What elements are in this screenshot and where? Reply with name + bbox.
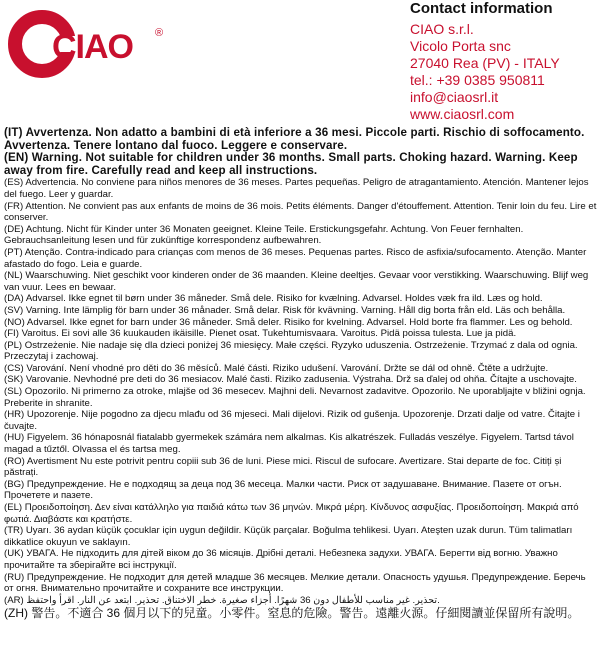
warning-da: (DA) Advarsel. Ikke egnet til børn under 36 måneder. Små dele. Risiko for kvælning. Advarsel. Holdes væk fra ild. Læs og hold. xyxy=(4,293,543,305)
email-link[interactable]: info@ciaosrl.it xyxy=(410,89,499,105)
warning-fi: (FI) Varoitus. Ei sovi alle 36 kuukauden ikäisille. Pienet osat. Tukehtumisvaara. Varoitus. Pidä poissa tulesta. Lue ja pidä. xyxy=(4,328,517,340)
warning-ar: (AR) تحذير. غير مناسب للأطفال دون 36 شهرًا. أجزاء صغيرة. خطر الاختناق. تحذير. ابتعد عن النار. اقرأ واحتفظ. xyxy=(4,594,440,606)
warning-en: (EN) Warning. Not suitable for children under 36 months. Small parts. Choking hazard. Warning. Keep away from fire. Carefully read and keep all instructions. xyxy=(4,151,578,177)
warning-sl: (SL) Opozorilo. Ni primerno za otroke, mlajše od 36 mesecev. Majhni deli. Nevarnost zadavitve. Opozorilo. Ne uporabljajte v bližini ognja. Preberite in shranite. xyxy=(4,386,586,409)
logo-registered-mark: ® xyxy=(155,27,164,39)
contact-block xyxy=(410,0,598,123)
warning-hr: (HR) Upozorenje. Nije pogodno za djecu mlađu od 36 mjeseci. Mali dijelovi. Rizik od gušenja. Upozorenje. Drzati dalje od vatre. Čitajte i čuvajte. xyxy=(4,409,580,432)
warning-nl: (NL) Waarschuwing. Niet geschikt voor kinderen onder de 36 maanden. Kleine deeltjes. Gevaar voor verstikking. Waarschuwing. Blijf weg van vuur. Lees en bewaar. xyxy=(4,270,589,293)
street-address: Vicolo Porta snc xyxy=(410,38,511,54)
warning-de: (DE) Achtung. Nicht für Kinder unter 36 Monaten geeignet. Kleine Teile. Erstickungsgefahr. Achtung. Von Feuer fernhalten. Gebrauchsanleitung lesen und für zukünftige korrespondenz aufbewahren. xyxy=(4,223,524,247)
warning-cs: (CS) Varování. Není vhodné pro děti do 36 měsíců. Malé části. Riziko udušení. Varování. Držte se dál od ohně. Čtěte a udržujte. xyxy=(4,362,549,374)
telephone: tel.: +39 0385 950811 xyxy=(410,72,545,88)
contact-title: Contact information xyxy=(410,0,553,17)
warning-hu: (HU) Figyelem. 36 hónaposnál fiatalabb gyermekek számára nem alkalmas. Kis alkatrészek. Fulladás veszélye. Figyelem. Tartsd távol magad a tűztől. Olvassa el és tartsa meg. xyxy=(4,432,574,456)
logo-text: CIAO xyxy=(52,28,133,66)
warning-no: (NO) Advarsel. Ikke egnet for barn under 36 måneder. Små deler. Risiko for kvelning. Advarsel. Hold borte fra flammer. Les og behold. xyxy=(4,316,573,328)
ciao-logo xyxy=(6,2,166,84)
warning-sv: (SV) Varning. Inte lämplig för barn under 36 månader. Små delar. Risk för kvävning. Varning. Håll dig borta från eld. Läs och behålla. xyxy=(4,304,566,316)
warning-uk: (UK) УВАГА. Не підходить для дітей віком до 36 місяців. Дрібні деталі. Небезпека задухи. УВАГА. Берегти від вогню. Уважно прочитайте та зберігайте всі інструкції. xyxy=(4,548,558,571)
warning-it: (IT) Avvertenza. Non adatto a bambini di età inferiore a 36 mesi. Piccole parti. Rischio di soffocamento. Avvertenza. Tenere lontano dal fuoco. Leggere e conservare. xyxy=(4,126,585,152)
warning-pt: (PT) Atenção. Contra-indicado para crianças com menos de 36 meses. Pequenas partes. Risco de asfixia/sufocamento. Atenção. Manter afastado do fogo. Leia e guarde. xyxy=(4,246,587,270)
warning-tr: (TR) Uyarı. 36 aydan küçük çocuklar için uygun değildir. Küçük parçalar. Boğulma tehlikesi. Uyarı. Ateşten uzak durun. Tüm talimatları dikkatlice okuyun ve saklayın. xyxy=(4,525,573,548)
warning-el: (EL) Προειδοποίηση. Δεν είναι κατάλληλο για παιδιά κάτω των 36 μηνών. Μικρά μέρη. Κίνδυνος ασφυξίας. Προειδοποίηση. Μακριά από φωτιά. Διαβάστε και κρατήστε. xyxy=(4,502,579,525)
safety-warnings xyxy=(4,127,597,620)
warning-ro: (RO) Avertisment Nu este potrivit pentru copiii sub 36 de luni. Piese mici. Riscul de sufocare. Avertizare. Stai departe de foc. Citiți și păstrați. xyxy=(4,455,562,479)
warning-pl: (PL) Ostrzeżenie. Nie nadaje się dla dzieci poniżej 36 miesięcy. Małe części. Ryzyko uduszenia. Ostrzeżenie. Trzymać z dala od ognia. Przeczytaj i zachowaj. xyxy=(4,339,578,363)
warning-ru: (RU) Предупреждение. Не подходит для детей младше 36 месяцев. Мелкие детали. Опасность удушья. Предупреждение. Беречь от огня. Внимательно прочитайте и сохраните все инструкции. xyxy=(4,571,586,595)
warning-es: (ES) Advertencia. No conviene para niños menores de 36 meses. Partes pequeñas. Peligro de atragantamiento. Atención. Mantener lejos del fuego. Leer y guardar. xyxy=(4,177,589,200)
warning-fr: (FR) Attention. Ne convient pas aux enfants de moins de 36 mois. Petits éléments. Danger d'étouffement. Attention. Tenir loin du feu. Lire et conserver. xyxy=(4,200,597,224)
warning-zh: (ZH) 警告。不適合 36 個月以下的兒童。小零件。窒息的危險。警告。遠離火源。仔細閱讀並保留所有說明。 xyxy=(4,606,580,621)
website-link[interactable]: www.ciaosrl.com xyxy=(410,106,515,122)
header xyxy=(0,0,600,128)
warning-bg: (BG) Предупреждение. Не е подходящ за деца под 36 месеца. Малки части. Риск от задушаване. Внимание. Пазете от огън. Прочетете и пазете. xyxy=(4,478,562,502)
warning-sk: (SK) Varovanie. Nevhodné pre deti do 36 mesiacov. Malé časti. Riziko zadusenia. Výstraha. Drž sa ďalej od ohňa. Čítajte a uschovajte. xyxy=(4,374,577,386)
city-address: 27040 Rea (PV) - ITALY xyxy=(410,55,560,71)
company-name: CIAO s.r.l. xyxy=(410,21,474,37)
